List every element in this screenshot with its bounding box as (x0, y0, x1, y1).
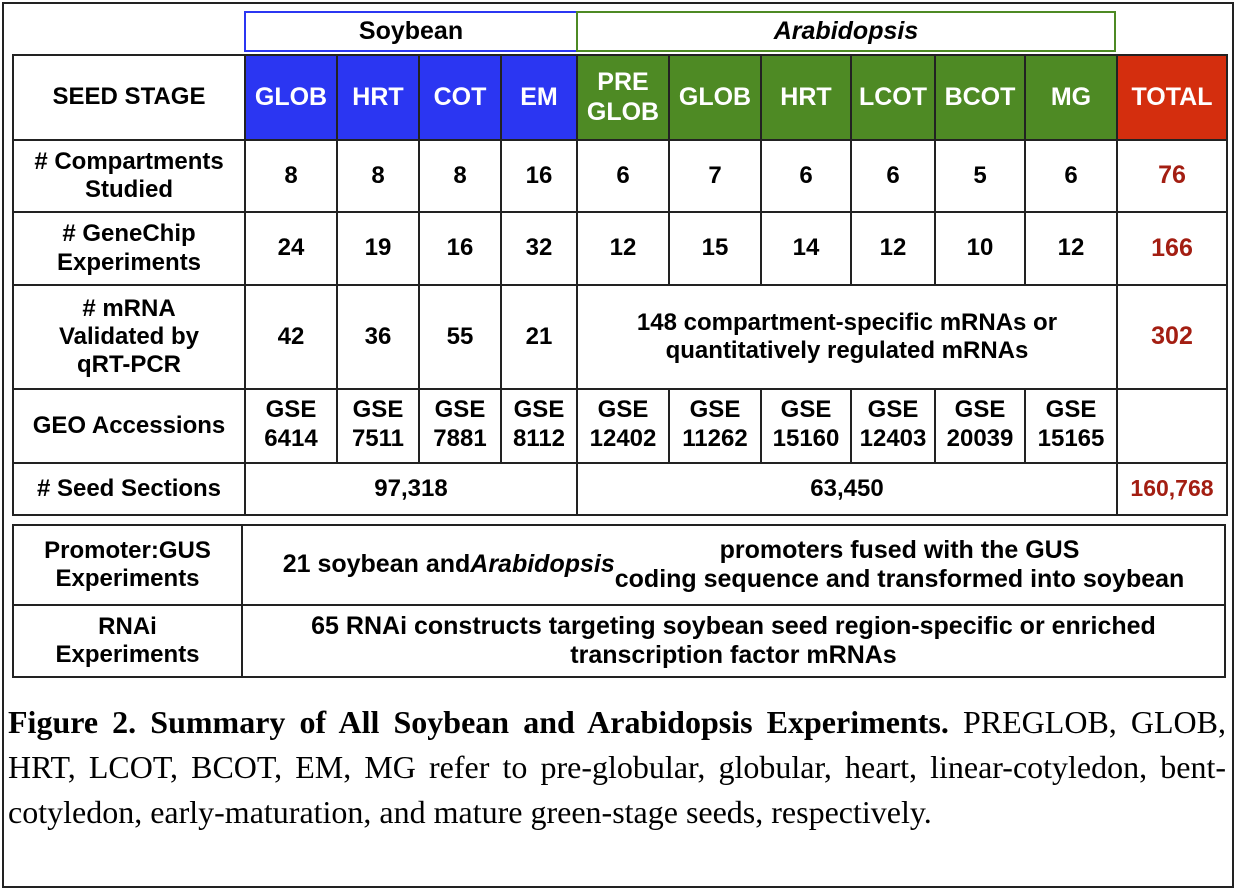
mrna-value-3: 55 (418, 284, 502, 390)
geo-accession-10: GSE 15165 (1024, 388, 1118, 464)
genechip-value-9: 10 (934, 211, 1026, 286)
compartments-value-5: 6 (576, 139, 670, 213)
genechip-value-10: 12 (1024, 211, 1118, 286)
genechip-value-6: 15 (668, 211, 762, 286)
mrna-total: 302 (1116, 284, 1228, 390)
mrna-arabidopsis-note: 148 compartment-specific mRNAs or quantitatively regulated mRNAs (576, 284, 1118, 390)
geo-accession-4: GSE 8112 (500, 388, 578, 464)
geo-accession-9: GSE 20039 (934, 388, 1026, 464)
genechip-value-7: 14 (760, 211, 852, 286)
genechip-total: 166 (1116, 211, 1228, 286)
geo-accession-7: GSE 15160 (760, 388, 852, 464)
compartments-value-1: 8 (244, 139, 338, 213)
mrna-label: # mRNA Validated by qRT-PCR (12, 284, 246, 390)
promoter-text-italic: Arabidopsis (470, 550, 615, 579)
geo-label: GEO Accessions (12, 388, 246, 464)
compartments-total: 76 (1116, 139, 1228, 213)
stage-header-1: GLOB (244, 54, 338, 141)
stage-header-3: COT (418, 54, 502, 141)
figure-caption (8, 700, 1226, 835)
arabidopsis-group-header: Arabidopsis (576, 11, 1116, 52)
stage-header-10: MG (1024, 54, 1118, 141)
genechip-value-5: 12 (576, 211, 670, 286)
rnai-description: 65 RNAi constructs targeting soybean seed region-specific or enriched transcription factor mRNAs (241, 604, 1226, 678)
genechip-value-1: 24 (244, 211, 338, 286)
sections-soybean: 97,318 (244, 462, 578, 516)
geo-accession-3: GSE 7881 (418, 388, 502, 464)
genechip-value-8: 12 (850, 211, 936, 286)
stage-header-7: HRT (760, 54, 852, 141)
stage-header-2: HRT (336, 54, 420, 141)
compartments-value-3: 8 (418, 139, 502, 213)
promoter-text-before: 21 soybean and (282, 550, 471, 579)
compartments-value-8: 6 (850, 139, 936, 213)
compartments-value-9: 5 (934, 139, 1026, 213)
seed-stage-label: SEED STAGE (12, 54, 246, 141)
compartments-value-10: 6 (1024, 139, 1118, 213)
mrna-value-1: 42 (244, 284, 338, 390)
geo-accession-2: GSE 7511 (336, 388, 420, 464)
geo-total (1116, 388, 1228, 464)
stage-header-5: PRE GLOB (576, 54, 670, 141)
stage-header-8: LCOT (850, 54, 936, 141)
total-header: TOTAL (1116, 54, 1228, 141)
sections-label: # Seed Sections (12, 462, 246, 516)
sections-total: 160,768 (1116, 462, 1228, 516)
genechip-label: # GeneChip Experiments (12, 211, 246, 286)
genechip-value-2: 19 (336, 211, 420, 286)
mrna-value-2: 36 (336, 284, 420, 390)
geo-accession-6: GSE 11262 (668, 388, 762, 464)
geo-accession-5: GSE 12402 (576, 388, 670, 464)
compartments-value-6: 7 (668, 139, 762, 213)
promoter-row-label: Promoter:GUS Experiments (12, 524, 243, 606)
mrna-value-4: 21 (500, 284, 578, 390)
promoter-description (241, 524, 1226, 606)
compartments-value-2: 8 (336, 139, 420, 213)
promoter-text-after: promoters fused with the GUS coding sequence and transformed into soybean (614, 535, 1185, 593)
genechip-value-4: 32 (500, 211, 578, 286)
stage-header-6: GLOB (668, 54, 762, 141)
rnai-row-label: RNAi Experiments (12, 604, 243, 678)
caption-text: PREGLOB, GLOB, HRT, LCOT, BCOT, EM, MG refer to pre-globular, globular, heart, linear-cotyledon, bent-cotyledon, early-maturation, and mature green-stage seeds, respectively. (8, 704, 1227, 830)
geo-accession-8: GSE 12403 (850, 388, 936, 464)
genechip-value-3: 16 (418, 211, 502, 286)
soybean-group-header: Soybean (244, 11, 578, 52)
geo-accession-1: GSE 6414 (244, 388, 338, 464)
sections-arabidopsis: 63,450 (576, 462, 1118, 516)
caption-title: Figure 2. Summary of All Soybean and Arabidopsis Experiments. (8, 704, 949, 740)
stage-header-4: EM (500, 54, 578, 141)
stage-header-9: BCOT (934, 54, 1026, 141)
compartments-value-4: 16 (500, 139, 578, 213)
compartments-label: # Compartments Studied (12, 139, 246, 213)
compartments-value-7: 6 (760, 139, 852, 213)
